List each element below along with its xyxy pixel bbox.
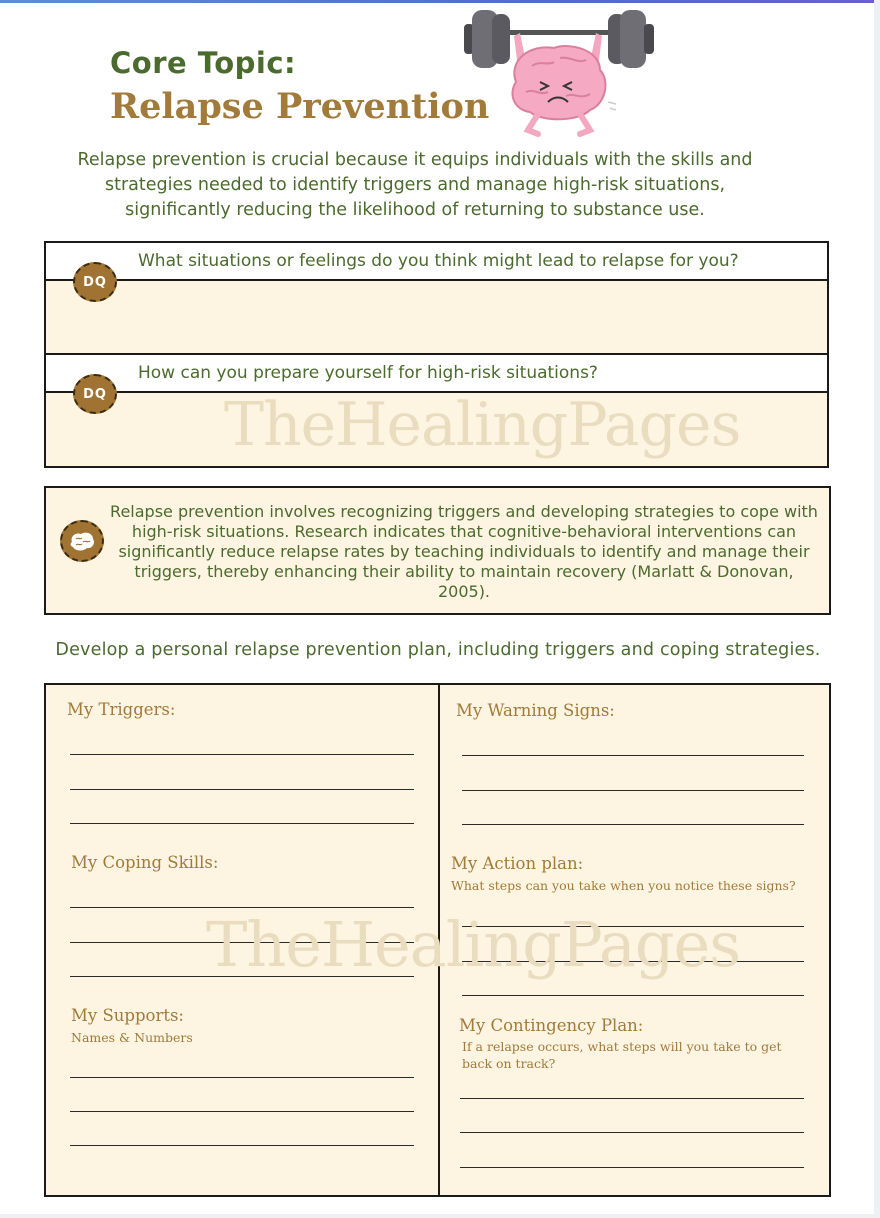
coping-skills-label: My Coping Skills:	[71, 853, 219, 872]
intro-paragraph: Relapse prevention is crucial because it equips individuals with the skills and strategies needed to identify triggers and manage high-risk situations, significantly reducing the likelihood of returning to substance use.	[77, 150, 753, 220]
contingency-plan-subtitle: If a relapse occurs, what steps will you take to get back on track?	[462, 1039, 782, 1071]
brain-icon	[60, 520, 104, 562]
instruction-text: Develop a personal relapse prevention plan, including triggers and coping strategies.	[55, 640, 821, 660]
contingency-line-3	[460, 1167, 804, 1168]
coping-line-3	[70, 976, 414, 977]
triggers-line-3	[70, 823, 414, 824]
warning-line-3	[462, 824, 804, 825]
info-box	[44, 486, 831, 615]
page-edge-right	[874, 0, 880, 1218]
topic-title: Relapse Prevention	[110, 86, 490, 127]
core-topic-label: Core Topic:	[110, 46, 297, 80]
watermark-text: TheHealingPages	[206, 908, 741, 981]
action-line-1	[462, 926, 804, 927]
coping-line-1	[70, 907, 414, 908]
supports-line-3	[70, 1145, 414, 1146]
action-line-2	[462, 961, 804, 962]
supports-subtitle: Names & Numbers	[71, 1030, 193, 1045]
warning-line-1	[462, 755, 804, 756]
supports-label: My Supports:	[71, 1006, 184, 1025]
question-2-text: How can you prepare yourself for high-risk situations?	[46, 355, 827, 393]
watermark-text: TheHealingPages	[224, 390, 741, 460]
supports-line-1	[70, 1077, 414, 1078]
dq-badge-icon: DQ	[73, 262, 117, 302]
triggers-line-1	[70, 754, 414, 755]
info-paragraph: Relapse prevention involves recognizing triggers and developing strategies to cope with high-risk situations. Research indicates that cognitive-behavioral interventions can significantly reduce relapse rates by teaching individuals to identify and manage their triggers, thereby enhancing their ability to maintain recovery (Marlatt & Donovan, 2005).	[110, 502, 818, 601]
page-edge-bottom	[0, 1214, 880, 1218]
warning-signs-label: My Warning Signs:	[456, 701, 615, 720]
triggers-line-2	[70, 789, 414, 790]
dq-badge-icon: DQ	[73, 374, 117, 414]
discussion-question-2	[44, 353, 829, 468]
brain-lifting-barbell-icon	[462, 6, 656, 138]
action-plan-label: My Action plan:	[451, 854, 584, 873]
contingency-line-2	[460, 1132, 804, 1133]
prevention-plan-box	[44, 683, 831, 1197]
discussion-question-1	[44, 241, 829, 355]
column-divider	[438, 685, 440, 1195]
question-1-text: What situations or feelings do you think might lead to relapse for you?	[46, 243, 827, 281]
warning-line-2	[462, 790, 804, 791]
top-accent-line	[0, 0, 880, 3]
coping-line-2	[70, 942, 414, 943]
action-plan-subtitle: What steps can you take when you notice these signs?	[451, 878, 796, 893]
contingency-plan-label: My Contingency Plan:	[459, 1016, 644, 1035]
contingency-line-1	[460, 1098, 804, 1099]
supports-line-2	[70, 1111, 414, 1112]
triggers-label: My Triggers:	[67, 700, 176, 719]
action-line-3	[462, 995, 804, 996]
